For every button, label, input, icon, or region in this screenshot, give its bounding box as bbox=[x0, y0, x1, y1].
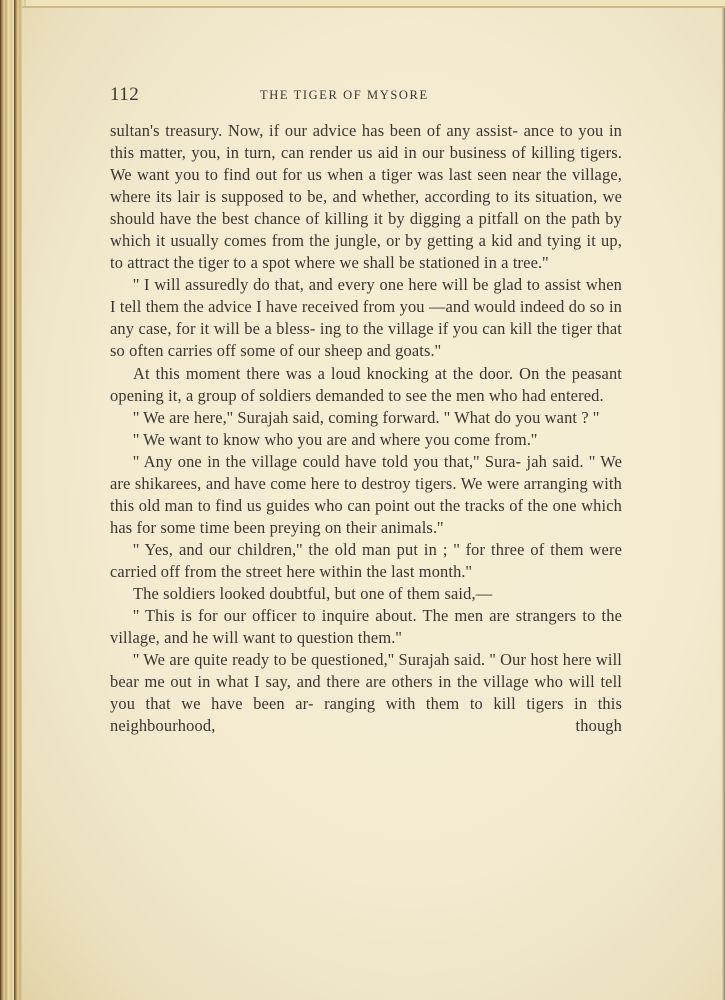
paragraph: '' We want to know who you are and where you come from.'' bbox=[133, 429, 538, 449]
paragraph: sultan's treasury. Now, if our advice has been of any assist- ance to you in this matter, you, in turn, can render us aid in our business of killing tigers. We want you to find out for us when a tiger was last seen near the village, where its lair is supposed to be, and whether, according to its situation, we should have the best chance of killing it by digging a pitfall on the path by which it usually comes from the jungle, or by getting a kid and tying it up, to attract the tiger to a spot where we shall be stationed in a tree.'' bbox=[110, 121, 622, 273]
paragraph: The soldiers looked doubtful, but one of them said,— bbox=[133, 583, 493, 603]
paragraph: At this moment there was a loud knocking at the door. On the peasant opening it, a group of soldiers demanded to see the men who had entered. bbox=[110, 363, 622, 405]
page-number: 112 bbox=[110, 84, 140, 105]
paragraph: '' I will assuredly do that, and every one here will be glad to assist when I tell them the advice I have received from you —and would indeed do so in any case, for it will be a bless- ing to the village if you can kill the tiger that so often carries off some of our sheep and goats.'' bbox=[110, 275, 622, 361]
paragraph: '' We are here,'' Surajah said, coming forward. '' What do you want ? '' bbox=[133, 407, 600, 427]
paragraph: '' This is for our officer to inquire about. The men are strangers to the village, and he will want to question them.'' bbox=[110, 606, 622, 648]
paragraph: '' We are quite ready to be questioned,'' Surajah said. '' Our host here will bear me out in what I say, and there are others in the village who will tell you that we have been ar- ranging with them to kill tigers in this neighbourhood, though bbox=[110, 650, 622, 736]
paragraph: '' Yes, and our children,'' the old man put in ; '' for three of them were carried off from the street here within the last month.'' bbox=[110, 539, 622, 581]
body-text bbox=[110, 120, 622, 737]
running-head: THE TIGER OF MYSORE bbox=[260, 88, 429, 102]
page-header bbox=[110, 84, 620, 112]
paragraph: '' Any one in the village could have told you that,'' Sura- jah said. '' We are shikarees, and have come here to destroy tigers. We were arranging with this old man to find us guides who can point out the tracks of the one which has for some time been preying on their animals.'' bbox=[110, 451, 622, 537]
